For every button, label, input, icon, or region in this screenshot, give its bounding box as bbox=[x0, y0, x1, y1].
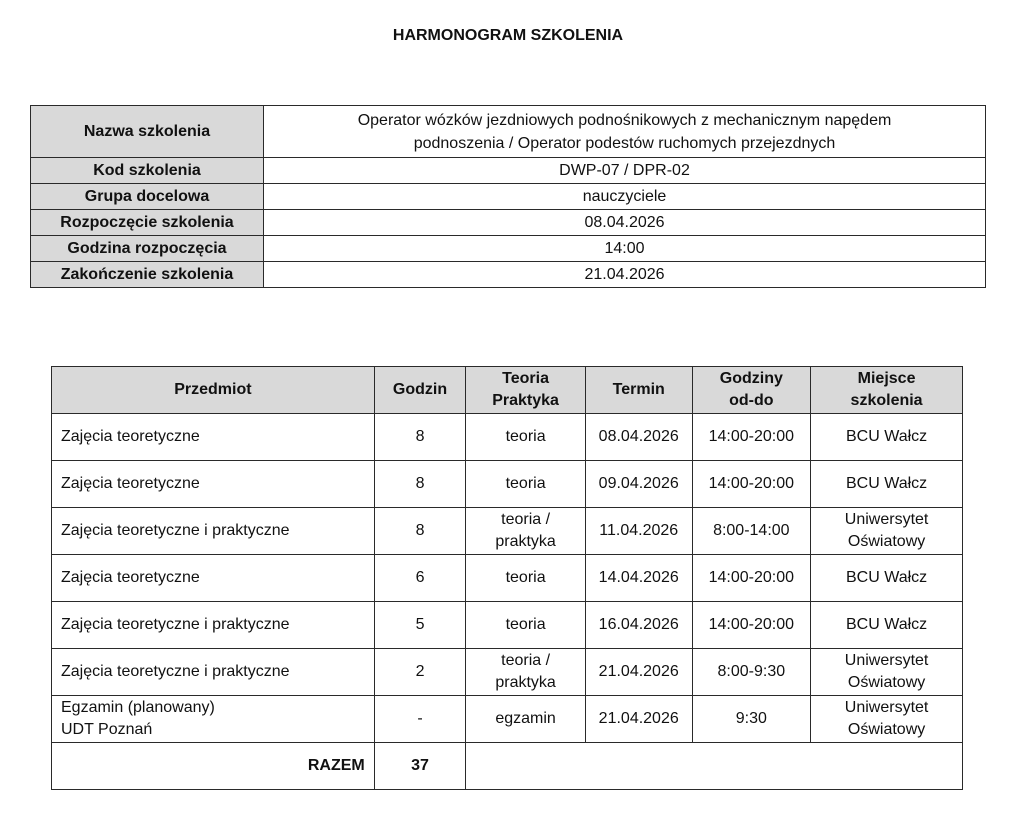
cell-line: Oświatowy bbox=[847, 533, 926, 550]
cell-line: Zajęcia teoretyczne bbox=[61, 569, 200, 586]
cell-line: Uniwersytet bbox=[844, 652, 929, 669]
cell-subject bbox=[52, 461, 375, 508]
cell-date: 21.04.2026 bbox=[585, 649, 692, 696]
cell-line: teoria bbox=[505, 428, 546, 445]
cell-line: teoria bbox=[505, 569, 546, 586]
info-label: Godzina rozpoczęcia bbox=[31, 236, 264, 262]
cell-line: Zajęcia teoretyczne bbox=[61, 428, 200, 445]
cell-time: 8:00-9:30 bbox=[692, 649, 811, 696]
cell-hours: 8 bbox=[374, 414, 466, 461]
cell-type bbox=[466, 508, 586, 555]
cell-type bbox=[466, 461, 586, 508]
cell-type bbox=[466, 649, 586, 696]
cell-hours: 5 bbox=[374, 602, 466, 649]
info-value-line: podnoszenia / Operator podestów ruchomych przejezdnych bbox=[413, 134, 836, 152]
cell-date: 14.04.2026 bbox=[585, 555, 692, 602]
info-label: Zakończenie szkolenia bbox=[31, 262, 264, 288]
cell-hours: - bbox=[374, 696, 466, 743]
schedule-row bbox=[52, 414, 963, 461]
cell-line: praktyka bbox=[495, 674, 556, 691]
cell-time: 14:00-20:00 bbox=[692, 555, 811, 602]
schedule-row bbox=[52, 649, 963, 696]
schedule-table bbox=[51, 366, 963, 790]
header-line: od-do bbox=[729, 392, 774, 409]
header-subject: Przedmiot bbox=[52, 367, 375, 414]
cell-time: 9:30 bbox=[692, 696, 811, 743]
cell-hours: 6 bbox=[374, 555, 466, 602]
info-value-line: Operator wózków jezdniowych podnośnikowych z mechanicznym napędem bbox=[357, 111, 892, 129]
cell-place bbox=[811, 649, 963, 696]
cell-time: 14:00-20:00 bbox=[692, 414, 811, 461]
header-date: Termin bbox=[585, 367, 692, 414]
schedule-row bbox=[52, 461, 963, 508]
info-value: 21.04.2026 bbox=[264, 262, 986, 288]
cell-hours: 8 bbox=[374, 508, 466, 555]
cell-place bbox=[811, 696, 963, 743]
info-value: 08.04.2026 bbox=[264, 210, 986, 236]
info-value: DWP-07 / DPR-02 bbox=[264, 158, 986, 184]
cell-line: Uniwersytet bbox=[844, 699, 929, 716]
cell-subject bbox=[52, 555, 375, 602]
cell-line: Zajęcia teoretyczne i praktyczne bbox=[61, 522, 290, 539]
info-row-name bbox=[31, 106, 986, 158]
schedule-header-row bbox=[52, 367, 963, 414]
cell-subject bbox=[52, 649, 375, 696]
header-time bbox=[692, 367, 811, 414]
total-label: RAZEM bbox=[52, 743, 375, 790]
cell-type bbox=[466, 555, 586, 602]
document-title: HARMONOGRAM SZKOLENIA bbox=[392, 27, 624, 44]
cell-date: 11.04.2026 bbox=[585, 508, 692, 555]
header-line: Praktyka bbox=[492, 392, 559, 409]
total-row bbox=[52, 743, 963, 790]
cell-line: teoria bbox=[505, 616, 546, 633]
info-value bbox=[264, 106, 986, 158]
cell-line: UDT Poznań bbox=[61, 721, 153, 738]
cell-hours: 8 bbox=[374, 461, 466, 508]
cell-subject bbox=[52, 696, 375, 743]
header-line: Godziny bbox=[719, 370, 783, 387]
cell-type bbox=[466, 602, 586, 649]
cell-line: BCU Wałcz bbox=[845, 569, 928, 586]
info-row-start-time bbox=[31, 236, 986, 262]
schedule-row bbox=[52, 696, 963, 743]
cell-line: teoria / bbox=[501, 511, 551, 528]
cell-subject bbox=[52, 602, 375, 649]
cell-line: Egzamin (planowany) bbox=[61, 699, 215, 716]
info-row-code bbox=[31, 158, 986, 184]
total-empty-cell bbox=[466, 743, 963, 790]
total-value: 37 bbox=[374, 743, 466, 790]
info-row-group bbox=[31, 184, 986, 210]
schedule-row bbox=[52, 508, 963, 555]
header-place bbox=[811, 367, 963, 414]
training-info-table bbox=[30, 105, 986, 288]
info-label: Kod szkolenia bbox=[31, 158, 264, 184]
cell-place bbox=[811, 555, 963, 602]
header-line: szkolenia bbox=[850, 392, 923, 409]
header-line: Miejsce bbox=[857, 370, 916, 387]
cell-subject bbox=[52, 508, 375, 555]
cell-line: egzamin bbox=[495, 710, 556, 727]
cell-type bbox=[466, 696, 586, 743]
cell-place bbox=[811, 508, 963, 555]
cell-line: Zajęcia teoretyczne i praktyczne bbox=[61, 616, 290, 633]
cell-date: 21.04.2026 bbox=[585, 696, 692, 743]
cell-date: 09.04.2026 bbox=[585, 461, 692, 508]
info-value: nauczyciele bbox=[264, 184, 986, 210]
cell-line: Uniwersytet bbox=[844, 511, 929, 528]
cell-place bbox=[811, 461, 963, 508]
cell-hours: 2 bbox=[374, 649, 466, 696]
info-label: Grupa docelowa bbox=[31, 184, 264, 210]
cell-line: teoria bbox=[505, 475, 546, 492]
cell-time: 14:00-20:00 bbox=[692, 602, 811, 649]
cell-line: BCU Wałcz bbox=[845, 428, 928, 445]
cell-line: praktyka bbox=[495, 533, 556, 550]
cell-place bbox=[811, 602, 963, 649]
cell-line: Oświatowy bbox=[847, 721, 926, 738]
schedule-row bbox=[52, 555, 963, 602]
cell-line: BCU Wałcz bbox=[845, 616, 928, 633]
cell-line: Zajęcia teoretyczne bbox=[61, 475, 200, 492]
cell-time: 8:00-14:00 bbox=[692, 508, 811, 555]
header-type bbox=[466, 367, 586, 414]
info-row-start-date bbox=[31, 210, 986, 236]
cell-line: Oświatowy bbox=[847, 674, 926, 691]
header-line: Teoria bbox=[502, 370, 549, 387]
cell-date: 16.04.2026 bbox=[585, 602, 692, 649]
cell-date: 08.04.2026 bbox=[585, 414, 692, 461]
schedule-row bbox=[52, 602, 963, 649]
cell-line: BCU Wałcz bbox=[845, 475, 928, 492]
info-row-end-date bbox=[31, 262, 986, 288]
info-label: Nazwa szkolenia bbox=[31, 106, 264, 158]
cell-place bbox=[811, 414, 963, 461]
header-hours: Godzin bbox=[374, 367, 466, 414]
info-value: 14:00 bbox=[264, 236, 986, 262]
cell-subject bbox=[52, 414, 375, 461]
cell-line: Zajęcia teoretyczne i praktyczne bbox=[61, 663, 290, 680]
cell-line: teoria / bbox=[501, 652, 551, 669]
info-label: Rozpoczęcie szkolenia bbox=[31, 210, 264, 236]
cell-type bbox=[466, 414, 586, 461]
cell-time: 14:00-20:00 bbox=[692, 461, 811, 508]
